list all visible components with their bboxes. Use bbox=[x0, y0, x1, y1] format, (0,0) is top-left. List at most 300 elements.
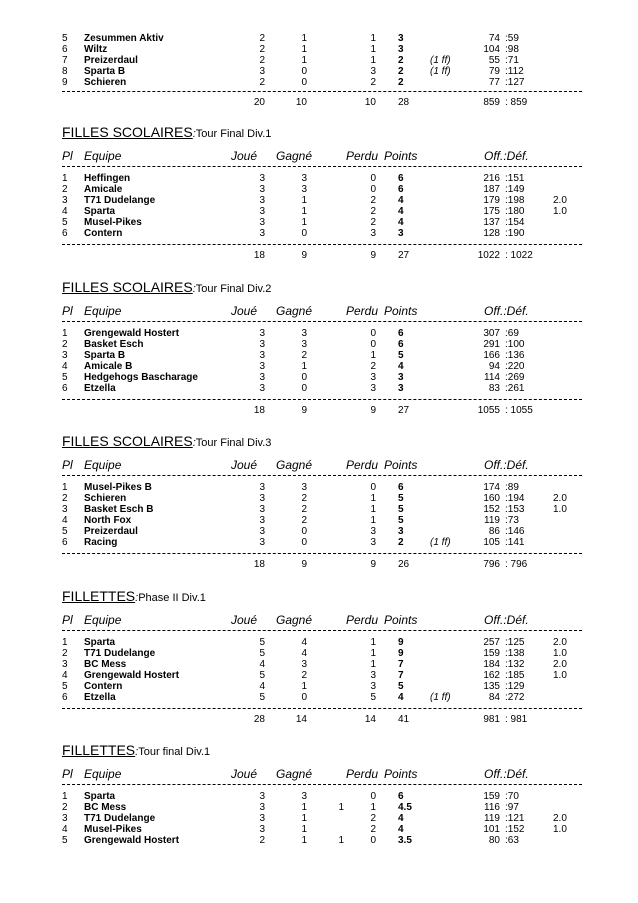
won-cell: 1 bbox=[301, 217, 307, 228]
section-subtitle: Tour Final Div.3 bbox=[195, 437, 272, 449]
points-cell: 9 bbox=[398, 648, 404, 659]
points-for-cell: 55 bbox=[488, 55, 500, 66]
points-cell: 5 bbox=[398, 350, 404, 361]
rank-cell: 4 bbox=[62, 206, 68, 217]
dashed-divider bbox=[62, 630, 582, 631]
table-row bbox=[0, 55, 638, 66]
played-cell: 3 bbox=[259, 493, 265, 504]
rank-cell: 3 bbox=[62, 659, 68, 670]
lost-cell: 2 bbox=[370, 824, 376, 835]
points-for-cell: 179 bbox=[483, 195, 500, 206]
team-name-cell: Contern bbox=[84, 228, 123, 239]
lost-cell: 0 bbox=[370, 482, 376, 493]
header-offdef: Off.:Déf. bbox=[484, 613, 529, 627]
total-played: 18 bbox=[253, 250, 265, 261]
lost-cell: 3 bbox=[370, 670, 376, 681]
table-row bbox=[0, 681, 638, 692]
played-cell: 3 bbox=[259, 206, 265, 217]
table-row bbox=[0, 350, 638, 361]
points-against-cell: :185 bbox=[505, 670, 525, 681]
table-row bbox=[0, 537, 638, 548]
points-cell: 9 bbox=[398, 637, 404, 648]
totals-row bbox=[0, 714, 638, 726]
points-cell: 4 bbox=[398, 813, 404, 824]
team-name-cell: Wiltz bbox=[84, 44, 108, 55]
total-points-against: : 796 bbox=[505, 559, 528, 570]
points-against-cell: :89 bbox=[505, 482, 519, 493]
won-cell: 1 bbox=[301, 195, 307, 206]
team-name-cell: Schieren bbox=[84, 493, 127, 504]
extra-cell: 1 bbox=[338, 802, 344, 813]
won-cell: 0 bbox=[301, 383, 307, 394]
lost-cell: 1 bbox=[370, 55, 376, 66]
table-row bbox=[0, 515, 638, 526]
column-header-row bbox=[0, 304, 638, 318]
section-separator: : bbox=[192, 437, 196, 449]
points-cell: 2 bbox=[398, 55, 404, 66]
bonus-cell: 1.0 bbox=[553, 504, 567, 515]
points-cell: 5 bbox=[398, 681, 404, 692]
header-points: Points bbox=[384, 149, 418, 163]
header-pl: Pl bbox=[62, 149, 73, 163]
total-points: 28 bbox=[398, 97, 410, 108]
played-cell: 4 bbox=[259, 659, 265, 670]
dashed-divider bbox=[62, 321, 582, 322]
table-row bbox=[0, 361, 638, 372]
won-cell: 0 bbox=[301, 66, 307, 77]
lost-cell: 0 bbox=[370, 173, 376, 184]
header-offdef: Off.:Déf. bbox=[484, 767, 529, 781]
played-cell: 3 bbox=[259, 383, 265, 394]
team-name-cell: Grengewald Hostert bbox=[84, 835, 180, 846]
points-for-cell: 162 bbox=[483, 670, 500, 681]
section-subtitle: Phase II Div.1 bbox=[138, 592, 206, 604]
header-equipe: Equipe bbox=[84, 149, 122, 163]
lost-cell: 1 bbox=[370, 802, 376, 813]
section-category: FILLES SCOLAIRES bbox=[62, 124, 193, 140]
extra-cell: 1 bbox=[338, 835, 344, 846]
won-cell: 3 bbox=[301, 791, 307, 802]
points-against-cell: :180 bbox=[505, 206, 525, 217]
team-name-cell: Schieren bbox=[84, 77, 127, 88]
points-cell: 6 bbox=[398, 328, 404, 339]
lost-cell: 2 bbox=[370, 217, 376, 228]
rank-cell: 5 bbox=[62, 217, 68, 228]
won-cell: 1 bbox=[301, 206, 307, 217]
points-for-cell: 77 bbox=[488, 77, 500, 88]
rank-cell: 2 bbox=[62, 184, 68, 195]
header-equipe: Equipe bbox=[84, 304, 122, 318]
header-equipe: Equipe bbox=[84, 767, 122, 781]
won-cell: 2 bbox=[301, 493, 307, 504]
rank-cell: 3 bbox=[62, 195, 68, 206]
won-cell: 1 bbox=[301, 813, 307, 824]
rank-cell: 3 bbox=[62, 504, 68, 515]
total-won: 14 bbox=[295, 714, 307, 725]
rank-cell: 8 bbox=[62, 66, 68, 77]
table-row bbox=[0, 813, 638, 824]
section-subtitle: Tour final Div.1 bbox=[138, 746, 211, 758]
played-cell: 3 bbox=[259, 791, 265, 802]
won-cell: 3 bbox=[301, 339, 307, 350]
total-lost: 9 bbox=[370, 559, 376, 570]
played-cell: 3 bbox=[259, 228, 265, 239]
header-gagne: Gagné bbox=[276, 458, 313, 472]
totals-row bbox=[0, 250, 638, 262]
team-name-cell: Hedgehogs Bascharage bbox=[84, 372, 198, 383]
dashed-divider bbox=[62, 708, 582, 709]
points-for-cell: 79 bbox=[488, 66, 500, 77]
won-cell: 0 bbox=[301, 77, 307, 88]
total-won: 9 bbox=[301, 559, 307, 570]
points-against-cell: :138 bbox=[505, 648, 525, 659]
team-name-cell: Sparta bbox=[84, 791, 116, 802]
lost-cell: 5 bbox=[370, 692, 376, 703]
section-title bbox=[62, 741, 210, 759]
team-name-cell: BC Mess bbox=[84, 802, 127, 813]
table-row bbox=[0, 383, 638, 394]
rank-cell: 4 bbox=[62, 670, 68, 681]
won-cell: 1 bbox=[301, 33, 307, 44]
rank-cell: 9 bbox=[62, 77, 68, 88]
lost-cell: 0 bbox=[370, 791, 376, 802]
points-cell: 6 bbox=[398, 173, 404, 184]
points-against-cell: :69 bbox=[505, 328, 519, 339]
dashed-divider bbox=[62, 91, 582, 92]
points-against-cell: :125 bbox=[505, 637, 525, 648]
lost-cell: 2 bbox=[370, 77, 376, 88]
points-cell: 4 bbox=[398, 195, 404, 206]
won-cell: 0 bbox=[301, 372, 307, 383]
header-equipe: Equipe bbox=[84, 613, 122, 627]
team-name-cell: Musel-Pikes bbox=[84, 824, 142, 835]
lost-cell: 3 bbox=[370, 526, 376, 537]
table-row bbox=[0, 77, 638, 88]
table-row bbox=[0, 339, 638, 350]
section-category: FILLES SCOLAIRES bbox=[62, 279, 193, 295]
table-row bbox=[0, 670, 638, 681]
won-cell: 1 bbox=[301, 824, 307, 835]
rank-cell: 4 bbox=[62, 361, 68, 372]
points-for-cell: 80 bbox=[488, 835, 500, 846]
dashed-divider bbox=[62, 553, 582, 554]
points-for-cell: 116 bbox=[484, 802, 500, 813]
header-joue: Joué bbox=[231, 458, 258, 472]
section-category: FILLETTES bbox=[62, 588, 136, 604]
team-name-cell: Sparta B bbox=[84, 66, 126, 77]
total-won: 9 bbox=[301, 250, 307, 261]
points-cell: 3 bbox=[398, 526, 404, 537]
won-cell: 2 bbox=[301, 515, 307, 526]
points-against-cell: :190 bbox=[505, 228, 525, 239]
played-cell: 3 bbox=[259, 824, 265, 835]
dashed-divider bbox=[62, 244, 582, 245]
points-against-cell: :269 bbox=[505, 372, 525, 383]
won-cell: 1 bbox=[301, 44, 307, 55]
won-cell: 4 bbox=[301, 637, 307, 648]
table-row bbox=[0, 228, 638, 239]
won-cell: 0 bbox=[301, 526, 307, 537]
points-cell: 2 bbox=[398, 537, 404, 548]
points-cell: 3 bbox=[398, 44, 404, 55]
team-name-cell: Sparta bbox=[84, 637, 116, 648]
points-for-cell: 159 bbox=[483, 791, 500, 802]
points-against-cell: :153 bbox=[505, 504, 525, 515]
points-for-cell: 184 bbox=[483, 659, 500, 670]
played-cell: 3 bbox=[259, 361, 265, 372]
lost-cell: 1 bbox=[370, 637, 376, 648]
rank-cell: 7 bbox=[62, 55, 68, 66]
totals-row bbox=[0, 405, 638, 417]
column-header-row bbox=[0, 458, 638, 472]
rank-cell: 1 bbox=[62, 637, 68, 648]
points-against-cell: :220 bbox=[505, 361, 525, 372]
total-won: 10 bbox=[295, 97, 307, 108]
team-name-cell: Grengewald Hostert bbox=[84, 328, 180, 339]
lost-cell: 1 bbox=[370, 515, 376, 526]
played-cell: 3 bbox=[259, 813, 265, 824]
header-perdu: Perdu bbox=[346, 149, 379, 163]
points-for-cell: 257 bbox=[483, 637, 500, 648]
table-row bbox=[0, 791, 638, 802]
won-cell: 4 bbox=[301, 648, 307, 659]
table-row bbox=[0, 637, 638, 648]
table-row bbox=[0, 328, 638, 339]
lost-cell: 1 bbox=[370, 504, 376, 515]
forfeit-cell: (1 ff) bbox=[430, 55, 451, 66]
points-against-cell: :141 bbox=[505, 537, 525, 548]
table-row bbox=[0, 482, 638, 493]
played-cell: 5 bbox=[259, 670, 265, 681]
won-cell: 3 bbox=[301, 328, 307, 339]
table-row bbox=[0, 206, 638, 217]
header-equipe: Equipe bbox=[84, 458, 122, 472]
header-pl: Pl bbox=[62, 304, 73, 318]
played-cell: 3 bbox=[259, 328, 265, 339]
bonus-cell: 2.0 bbox=[553, 493, 567, 504]
header-gagne: Gagné bbox=[276, 149, 313, 163]
won-cell: 1 bbox=[301, 835, 307, 846]
total-points-for: 1022 bbox=[477, 250, 500, 261]
rank-cell: 6 bbox=[62, 692, 68, 703]
team-name-cell: Etzella bbox=[84, 692, 116, 703]
team-name-cell: Basket Esch B bbox=[84, 504, 154, 515]
total-points-for: 981 bbox=[483, 714, 500, 725]
points-against-cell: :100 bbox=[505, 339, 525, 350]
lost-cell: 0 bbox=[370, 328, 376, 339]
table-row bbox=[0, 504, 638, 515]
total-points-against: : 859 bbox=[505, 97, 528, 108]
points-for-cell: 74 bbox=[488, 33, 500, 44]
team-name-cell: Amicale B bbox=[84, 361, 133, 372]
rank-cell: 2 bbox=[62, 802, 68, 813]
points-against-cell: :121 bbox=[505, 813, 525, 824]
table-row bbox=[0, 802, 638, 813]
points-against-cell: :149 bbox=[505, 184, 525, 195]
points-cell: 7 bbox=[398, 670, 404, 681]
played-cell: 5 bbox=[259, 692, 265, 703]
lost-cell: 0 bbox=[370, 835, 376, 846]
points-against-cell: :146 bbox=[505, 526, 525, 537]
lost-cell: 3 bbox=[370, 681, 376, 692]
header-gagne: Gagné bbox=[276, 613, 313, 627]
points-against-cell: :70 bbox=[505, 791, 519, 802]
section-title bbox=[62, 587, 206, 605]
bonus-cell: 2.0 bbox=[553, 659, 567, 670]
table-row bbox=[0, 195, 638, 206]
team-name-cell: Basket Esch bbox=[84, 339, 144, 350]
points-cell: 3 bbox=[398, 33, 404, 44]
played-cell: 3 bbox=[259, 372, 265, 383]
played-cell: 3 bbox=[259, 184, 265, 195]
points-against-cell: :73 bbox=[505, 515, 519, 526]
lost-cell: 0 bbox=[370, 339, 376, 350]
played-cell: 3 bbox=[259, 195, 265, 206]
points-cell: 4 bbox=[398, 361, 404, 372]
total-lost: 9 bbox=[370, 405, 376, 416]
team-name-cell: Musel-Pikes B bbox=[84, 482, 152, 493]
header-joue: Joué bbox=[231, 304, 258, 318]
table-row bbox=[0, 66, 638, 77]
team-name-cell: Racing bbox=[84, 537, 118, 548]
played-cell: 3 bbox=[259, 526, 265, 537]
points-against-cell: :194 bbox=[505, 493, 525, 504]
header-pl: Pl bbox=[62, 458, 73, 472]
points-against-cell: :152 bbox=[505, 824, 525, 835]
dashed-divider bbox=[62, 166, 582, 167]
header-pl: Pl bbox=[62, 767, 73, 781]
points-for-cell: 86 bbox=[488, 526, 500, 537]
points-against-cell: :112 bbox=[505, 66, 524, 77]
points-cell: 4 bbox=[398, 206, 404, 217]
table-row bbox=[0, 217, 638, 228]
played-cell: 5 bbox=[259, 648, 265, 659]
lost-cell: 3 bbox=[370, 66, 376, 77]
points-against-cell: :129 bbox=[505, 681, 525, 692]
total-lost: 14 bbox=[364, 714, 376, 725]
rank-cell: 2 bbox=[62, 339, 68, 350]
points-cell: 6 bbox=[398, 339, 404, 350]
points-for-cell: 216 bbox=[483, 173, 500, 184]
won-cell: 2 bbox=[301, 670, 307, 681]
section-category: FILLES SCOLAIRES bbox=[62, 433, 193, 449]
team-name-cell: Grengewald Hostert bbox=[84, 670, 180, 681]
team-name-cell: Etzella bbox=[84, 383, 116, 394]
lost-cell: 2 bbox=[370, 195, 376, 206]
table-row bbox=[0, 493, 638, 504]
bonus-cell: 1.0 bbox=[553, 206, 567, 217]
total-points: 26 bbox=[398, 559, 410, 570]
points-for-cell: 137 bbox=[483, 217, 500, 228]
rank-cell: 3 bbox=[62, 813, 68, 824]
table-row bbox=[0, 648, 638, 659]
rank-cell: 1 bbox=[62, 328, 68, 339]
lost-cell: 1 bbox=[370, 350, 376, 361]
total-points-against: : 981 bbox=[505, 714, 528, 725]
won-cell: 1 bbox=[301, 681, 307, 692]
played-cell: 2 bbox=[259, 44, 265, 55]
header-offdef: Off.:Déf. bbox=[484, 458, 529, 472]
total-points-against: : 1055 bbox=[505, 405, 533, 416]
total-lost: 9 bbox=[370, 250, 376, 261]
table-row bbox=[0, 372, 638, 383]
forfeit-cell: (1 ff) bbox=[430, 692, 451, 703]
header-joue: Joué bbox=[231, 767, 258, 781]
points-for-cell: 187 bbox=[483, 184, 500, 195]
team-name-cell: Musel-Pikes bbox=[84, 217, 142, 228]
won-cell: 2 bbox=[301, 350, 307, 361]
bonus-cell: 2.0 bbox=[553, 637, 567, 648]
lost-cell: 3 bbox=[370, 372, 376, 383]
points-for-cell: 94 bbox=[488, 361, 500, 372]
header-joue: Joué bbox=[231, 613, 258, 627]
team-name-cell: Preizerdaul bbox=[84, 55, 138, 66]
points-cell: 3 bbox=[398, 372, 404, 383]
played-cell: 2 bbox=[259, 835, 265, 846]
rank-cell: 5 bbox=[62, 835, 68, 846]
won-cell: 0 bbox=[301, 228, 307, 239]
points-for-cell: 119 bbox=[484, 813, 500, 824]
total-points-for: 859 bbox=[483, 97, 500, 108]
total-played: 18 bbox=[253, 405, 265, 416]
totals-row bbox=[0, 559, 638, 571]
team-name-cell: Preizerdaul bbox=[84, 526, 138, 537]
points-cell: 3 bbox=[398, 383, 404, 394]
points-cell: 6 bbox=[398, 482, 404, 493]
rank-cell: 3 bbox=[62, 350, 68, 361]
bonus-cell: 2.0 bbox=[553, 813, 567, 824]
rank-cell: 1 bbox=[62, 482, 68, 493]
played-cell: 3 bbox=[259, 339, 265, 350]
section-category: FILLETTES bbox=[62, 742, 136, 758]
column-header-row bbox=[0, 767, 638, 781]
forfeit-cell: (1 ff) bbox=[430, 537, 451, 548]
rank-cell: 4 bbox=[62, 824, 68, 835]
section-separator: : bbox=[135, 592, 139, 604]
points-against-cell: :97 bbox=[505, 802, 519, 813]
points-against-cell: :71 bbox=[505, 55, 519, 66]
points-for-cell: 101 bbox=[483, 824, 500, 835]
table-row bbox=[0, 692, 638, 703]
totals-row bbox=[0, 97, 638, 109]
lost-cell: 1 bbox=[370, 33, 376, 44]
points-for-cell: 119 bbox=[484, 515, 500, 526]
lost-cell: 1 bbox=[370, 659, 376, 670]
points-against-cell: :198 bbox=[505, 195, 525, 206]
points-cell: 4 bbox=[398, 692, 404, 703]
total-points: 27 bbox=[398, 405, 410, 416]
team-name-cell: Heffingen bbox=[84, 173, 131, 184]
total-points-against: : 1022 bbox=[505, 250, 533, 261]
points-for-cell: 166 bbox=[483, 350, 500, 361]
played-cell: 3 bbox=[259, 515, 265, 526]
rank-cell: 4 bbox=[62, 515, 68, 526]
won-cell: 1 bbox=[301, 55, 307, 66]
forfeit-cell: (1 ff) bbox=[430, 66, 451, 77]
points-against-cell: :154 bbox=[505, 217, 525, 228]
bonus-cell: 2.0 bbox=[553, 195, 567, 206]
column-header-row bbox=[0, 613, 638, 627]
points-for-cell: 104 bbox=[483, 44, 500, 55]
points-for-cell: 84 bbox=[488, 692, 500, 703]
lost-cell: 1 bbox=[370, 493, 376, 504]
bonus-cell: 1.0 bbox=[553, 670, 567, 681]
points-cell: 2 bbox=[398, 77, 404, 88]
won-cell: 3 bbox=[301, 482, 307, 493]
section-title bbox=[62, 123, 271, 141]
header-perdu: Perdu bbox=[346, 458, 379, 472]
lost-cell: 2 bbox=[370, 206, 376, 217]
